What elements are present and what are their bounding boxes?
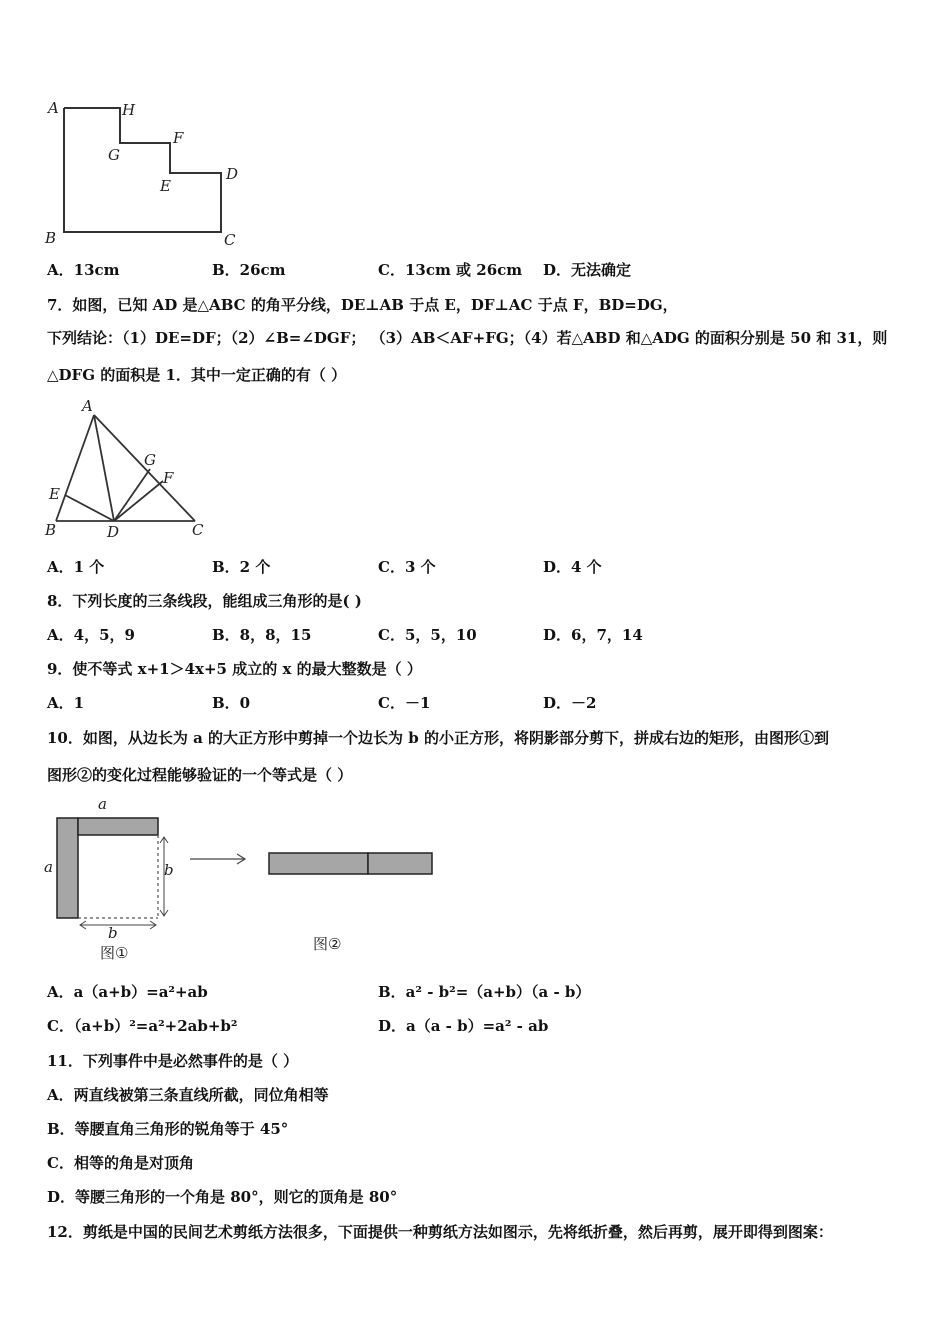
q10-option-b[interactable]: B．a² - b²=（a+b）（a - b） <box>378 983 591 1001</box>
q10-option-c[interactable]: C．（a+b）²=a²+2ab+b² <box>47 1017 238 1035</box>
q9-option-b[interactable]: B．0 <box>212 694 251 712</box>
q7-label-F: F <box>163 469 174 487</box>
q6-label-E: E <box>160 177 171 195</box>
q6-label-C: C <box>224 231 236 249</box>
q6-label-F: F <box>173 129 184 147</box>
q7-stem-line2: 下列结论：（1）DE=DF；（2）∠B=∠DGF； （3）AB＜AF+FG；（4）若△ABD 和△ADG 的面积分别是 50 和 31，则 <box>47 329 888 347</box>
q6-label-H: H <box>122 101 136 119</box>
q6-option-b[interactable]: B．26cm <box>212 261 286 279</box>
q8-option-b[interactable]: B．8，8，15 <box>212 626 312 644</box>
q7-option-a[interactable]: A．1 个 <box>47 558 105 576</box>
q11-option-d[interactable]: D．等腰三角形的一个角是 80°，则它的顶角是 80° <box>47 1188 398 1206</box>
q8-stem: 8．下列长度的三条线段，能组成三角形的是( ) <box>47 592 362 610</box>
q10-label-b-right: b <box>164 861 174 879</box>
q6-figure <box>40 95 250 255</box>
q10-caption-1: 图① <box>100 944 129 962</box>
q7-option-c[interactable]: C．3 个 <box>378 558 436 576</box>
q9-stem: 9．使不等式 x+1＞4x+5 成立的 x 的最大整数是（ ） <box>47 660 422 678</box>
q7-stem-line3: △DFG 的面积是 1．其中一定正确的有（ ） <box>47 366 347 384</box>
q7-label-D: D <box>107 523 120 541</box>
q11-stem: 11．下列事件中是必然事件的是（ ） <box>47 1052 299 1070</box>
q7-label-E: E <box>49 485 60 503</box>
q9-option-a[interactable]: A．1 <box>47 694 85 712</box>
q6-label-G: G <box>108 146 120 164</box>
q6-label-B: B <box>45 229 57 247</box>
q10-label-b-bottom: b <box>108 924 118 942</box>
q11-option-c[interactable]: C．相等的角是对顶角 <box>47 1154 194 1172</box>
q7-stem-line1: 7．如图，已知 AD 是△ABC 的角平分线，DE⊥AB 于点 E，DF⊥AC 于点 F，BD=DG， <box>47 296 678 314</box>
q12-stem: 12．剪纸是中国的民间艺术剪纸方法很多，下面提供一种剪纸方法如图示，先将纸折叠，然后再剪，展开即得到图案： <box>47 1223 833 1241</box>
q10-rectangle-part1 <box>269 853 368 874</box>
q6-label-A: A <box>48 99 59 117</box>
q8-option-a[interactable]: A．4，5，9 <box>47 626 135 644</box>
q10-figure <box>40 795 460 970</box>
q10-stem-line2: 图形②的变化过程能够验证的一个等式是（ ） <box>47 766 353 784</box>
q8-option-d[interactable]: D．6，7，14 <box>543 626 643 644</box>
q10-rectangle-part2 <box>368 853 432 874</box>
q10-shaded-top-strip <box>78 818 158 835</box>
q11-option-a[interactable]: A．两直线被第三条直线所截，同位角相等 <box>47 1086 329 1104</box>
q10-label-a-left: a <box>44 858 53 876</box>
q10-label-a-top: a <box>98 795 107 813</box>
q7-label-A: A <box>82 397 93 415</box>
q6-option-a[interactable]: A．13cm <box>47 261 120 279</box>
q6-label-D: D <box>226 165 239 183</box>
q10-option-d[interactable]: D．a（a - b）=a² - ab <box>378 1017 549 1035</box>
q7-option-d[interactable]: D．4 个 <box>543 558 602 576</box>
q6-option-c[interactable]: C．13cm 或 26cm <box>378 261 523 279</box>
q10-stem-line1: 10．如图，从边长为 a 的大正方形中剪掉一个边长为 b 的小正方形，将阴影部分剪下，拼成右边的矩形，由图形①到 <box>47 729 829 747</box>
q7-label-G: G <box>144 451 156 469</box>
q7-label-C: C <box>192 521 204 539</box>
q10-option-a[interactable]: A．a（a+b）=a²+ab <box>47 983 208 1001</box>
q11-option-b[interactable]: B．等腰直角三角形的锐角等于 45° <box>47 1120 289 1138</box>
q6-staircase-shape <box>64 108 221 232</box>
q10-caption-2: 图② <box>313 935 342 953</box>
q7-figure <box>40 395 220 545</box>
q7-option-b[interactable]: B．2 个 <box>212 558 271 576</box>
q10-shaded-left-strip <box>57 818 78 918</box>
q6-option-d[interactable]: D．无法确定 <box>543 261 632 279</box>
q9-option-c[interactable]: C．－1 <box>378 694 431 712</box>
q7-label-B: B <box>45 521 57 539</box>
q8-option-c[interactable]: C．5，5，10 <box>378 626 477 644</box>
q9-option-d[interactable]: D．－2 <box>543 694 597 712</box>
